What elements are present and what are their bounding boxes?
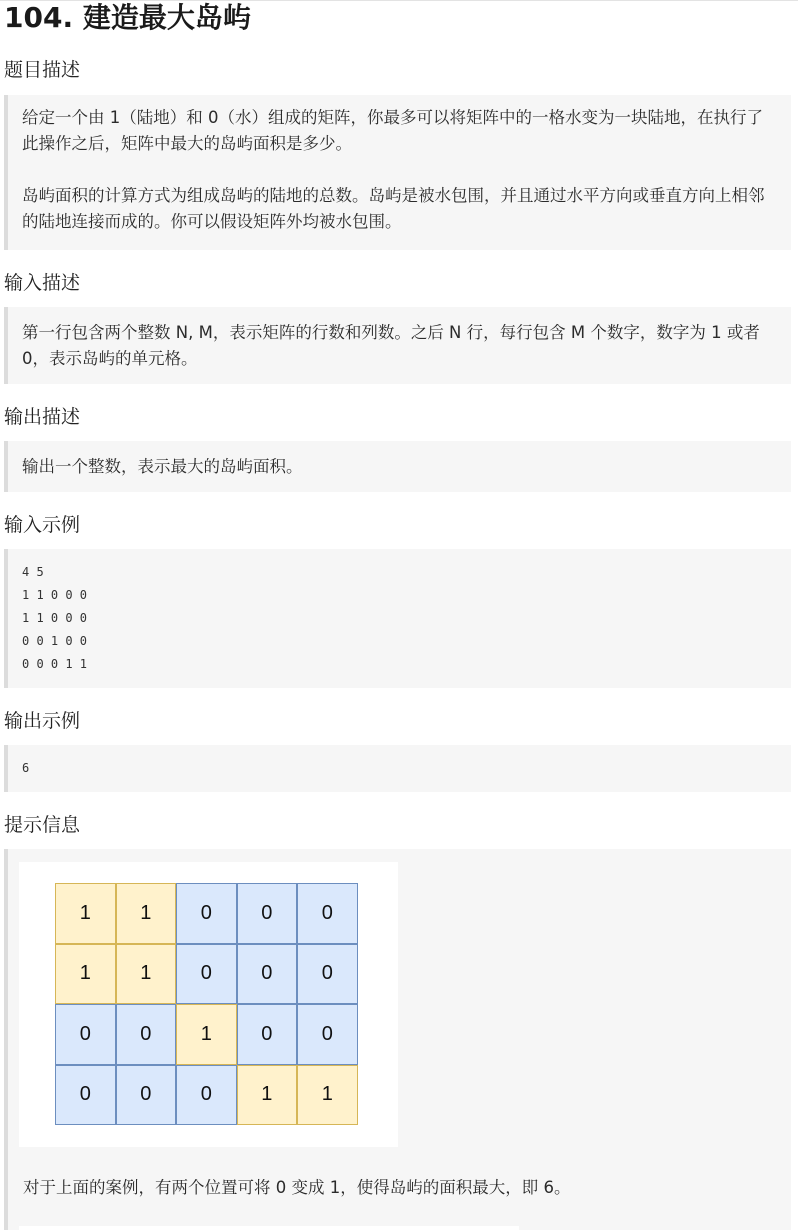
output-example-code: 6 — [4, 745, 791, 792]
grid-cell: 0 — [237, 883, 298, 944]
grid-cell: 1 — [237, 1065, 298, 1126]
output-desc-heading: 输出描述 — [4, 406, 81, 428]
grid-cell: 0 — [55, 1004, 116, 1065]
hint-text: 对于上面的案例，有两个位置可将 0 变成 1，使得岛屿的面积最大，即 6。 — [23, 1178, 571, 1197]
grid-cell: 1 — [176, 1004, 237, 1065]
grid-cell: 0 — [55, 1065, 116, 1126]
grid-cell: 0 — [297, 944, 358, 1005]
page-title: 104. 建造最大岛屿 — [4, 1, 251, 34]
grid-cell: 0 — [176, 883, 237, 944]
input-example-code: 4 5 1 1 0 0 0 1 1 0 0 0 0 0 1 0 0 0 0 0 1 1 — [4, 549, 791, 688]
description-heading: 题目描述 — [4, 59, 81, 81]
input-desc-text: 第一行包含两个整数 N, M，表示矩阵的行数和列数。之后 N 行，每行包含 M 个数字，数字为 1 或者 0，表示岛屿的单元格。 — [22, 323, 760, 368]
hint-heading: 提示信息 — [4, 814, 81, 836]
island-grid — [55, 883, 358, 1125]
grid-cell: 0 — [237, 944, 298, 1005]
description-paragraph-2: 岛屿面积的计算方式为组成岛屿的陆地的总数。岛屿是被水包围，并且通过水平方向或垂直方向上相邻的陆地连接而成的。你可以假设矩阵外均被水包围。 — [22, 186, 765, 231]
description-block — [4, 95, 791, 250]
input-example-heading: 输入示例 — [4, 514, 81, 536]
grid-cell: 1 — [55, 944, 116, 1005]
grid-cell: 0 — [297, 883, 358, 944]
grid-cell: 0 — [116, 1065, 177, 1126]
grid-cell: 0 — [116, 1004, 177, 1065]
grid-cell: 1 — [55, 883, 116, 944]
output-example-heading: 输出示例 — [4, 710, 81, 732]
next-figure-edge — [19, 1226, 519, 1230]
output-desc-text: 输出一个整数，表示最大的岛屿面积。 — [22, 457, 303, 476]
grid-cell: 0 — [237, 1004, 298, 1065]
input-desc-heading: 输入描述 — [4, 272, 81, 294]
grid-cell: 1 — [116, 883, 177, 944]
grid-cell: 1 — [116, 944, 177, 1005]
output-desc-block — [4, 441, 791, 492]
grid-cell: 0 — [176, 944, 237, 1005]
grid-cell: 0 — [297, 1004, 358, 1065]
island-grid-figure — [19, 862, 398, 1147]
grid-cell: 0 — [176, 1065, 237, 1126]
grid-cell: 1 — [297, 1065, 358, 1126]
input-desc-block — [4, 307, 791, 384]
description-paragraph-1: 给定一个由 1（陆地）和 0（水）组成的矩阵，你最多可以将矩阵中的一格水变为一块陆地，在执行了此操作之后，矩阵中最大的岛屿面积是多少。 — [22, 108, 763, 153]
